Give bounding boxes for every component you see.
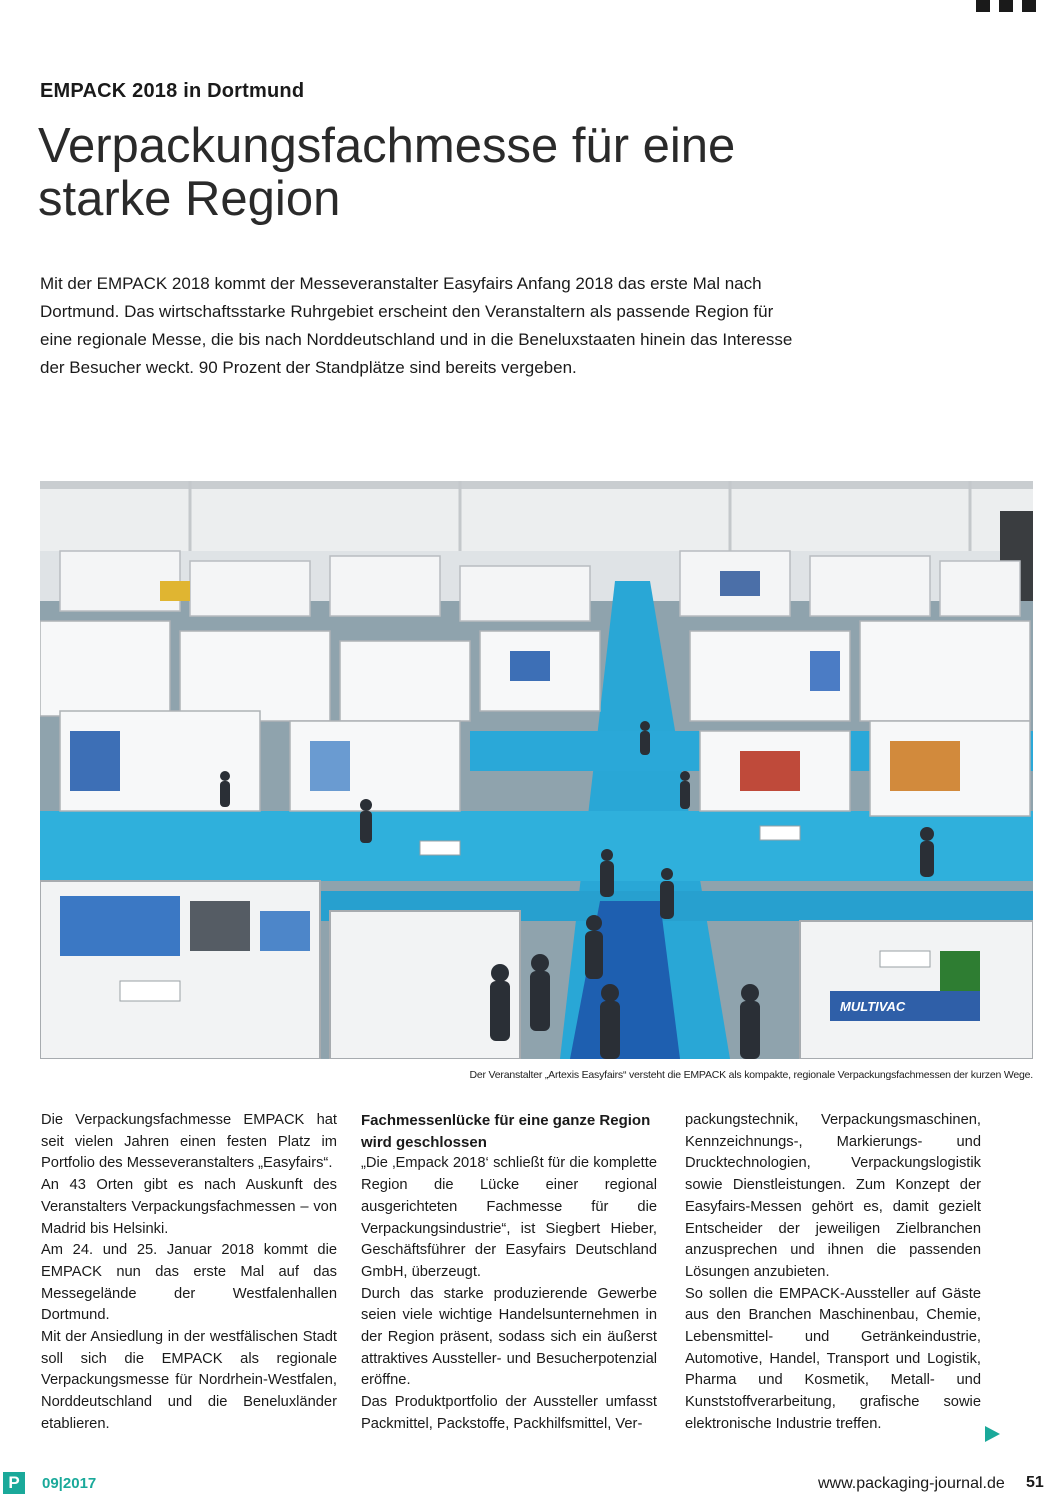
paragraph: Am 24. und 25. Januar 2018 kommt die EMPACK nun das erste Mal auf das Messegelände der Westfalenhallen Dortmund. [41,1242,337,1324]
text-column-2 [361,1110,657,1436]
next-page-arrow-icon[interactable] [985,1426,1000,1442]
paragraph: Durch das starke produzierende Gewerbe seien viele wichtige Handelsunternehmen in der Region präsent, sodass sich ein äußerst attraktives Aussteller- und Besucherpotenzial eröffne. [361,1285,657,1389]
paragraph: Das Produktportfolio der Aussteller umfasst Packmittel, Packstoffe, Packhilfsmittel, Ver- [361,1394,657,1432]
article-lead: Mit der EMPACK 2018 kommt der Messeveranstalter Easyfairs Anfang 2018 das erste Mal nach Dortmund. Das wirtschaftsstarke Ruhrgebiet erscheint den Veranstaltern als passende Region für eine regionale Messe, die bis nach Norddeutschland und in die Beneluxstaaten hinein das Interesse der Besucher weckt. 90 Prozent der Standplätze sind bereits vergeben. [40,274,793,377]
paragraph: packungstechnik, Verpackungsmaschinen, Kennzeichnungs-, Markierungs- und Drucktechnologien, Verpackungslogistik sowie Dienstleistungen. Zum Konzept der Easyfairs-Messen gehört es, damit gezielt Entscheider der jeweiligen Zielbranchen anzusprechen und ihnen die passenden Lösungen anzubieten. [685,1112,981,1280]
section-heading: Fachmessenlücke für eine ganze Region wird geschlossen [361,1112,651,1151]
paragraph: Mit der Ansiedlung in der westfälischen Stadt soll sich die EMPACK als regionale Verpackungsmesse für Nordrhein-Westfalen, Norddeutschland und die Beneluxländer etablieren. [41,1329,337,1432]
photo-caption: Der Veranstalter „Artexis Easyfairs“ versteht die EMPACK als kompakte, regionale Verpackungsfachmessen der kurzen Wege. [469,1069,1033,1081]
paragraph: An 43 Orten gibt es nach Auskunft des Veranstalters Verpackungsfachmessen – von Madrid bis Helsinki. [41,1177,337,1237]
issue-number: 09|2017 [42,1475,97,1492]
paragraph: „Die ‚Empack 2018‘ schließt für die komplette Region die Lücke einer regional ausgerichteten Fachmesse für die Verpackungsindustrie“, ist Siegbert Hieber, Geschäftsführer der Easyfairs Deutschland GmbH, überzeugt. [361,1155,657,1280]
corner-decoration [976,0,1036,12]
paragraph: So sollen die EMPACK-Aussteller auf Gäste aus den Branchen Maschinenbau, Chemie, Lebensmittel- und Getränkeindustrie, Automotive, Handel, Transport und Logistik, Pharma und Kosmetik, Metall- und Kunststoffverarbeitung, grafische sowie elektronische Industrie treffen. [685,1285,981,1432]
title-line-2: starke Region [38,172,341,226]
page-number: 51 [1026,1474,1044,1491]
trade-fair-photo [40,481,1033,1059]
title-line-1: Verpackungsfachmesse für eine [38,119,736,173]
publication-logo-icon: P [3,1472,25,1494]
website-link[interactable]: www.packaging-journal.de [818,1475,1005,1492]
text-column-1 [41,1110,337,1436]
multivac-sign: MULTIVAC [840,999,906,1014]
article-title [38,120,938,226]
article-kicker: EMPACK 2018 in Dortmund [40,80,305,102]
paragraph: Die Verpackungsfachmesse EMPACK hat seit vielen Jahren einen festen Platz im Portfolio des Messeveranstalters „Easyfairs“. [41,1112,337,1172]
text-column-3 [685,1110,981,1436]
